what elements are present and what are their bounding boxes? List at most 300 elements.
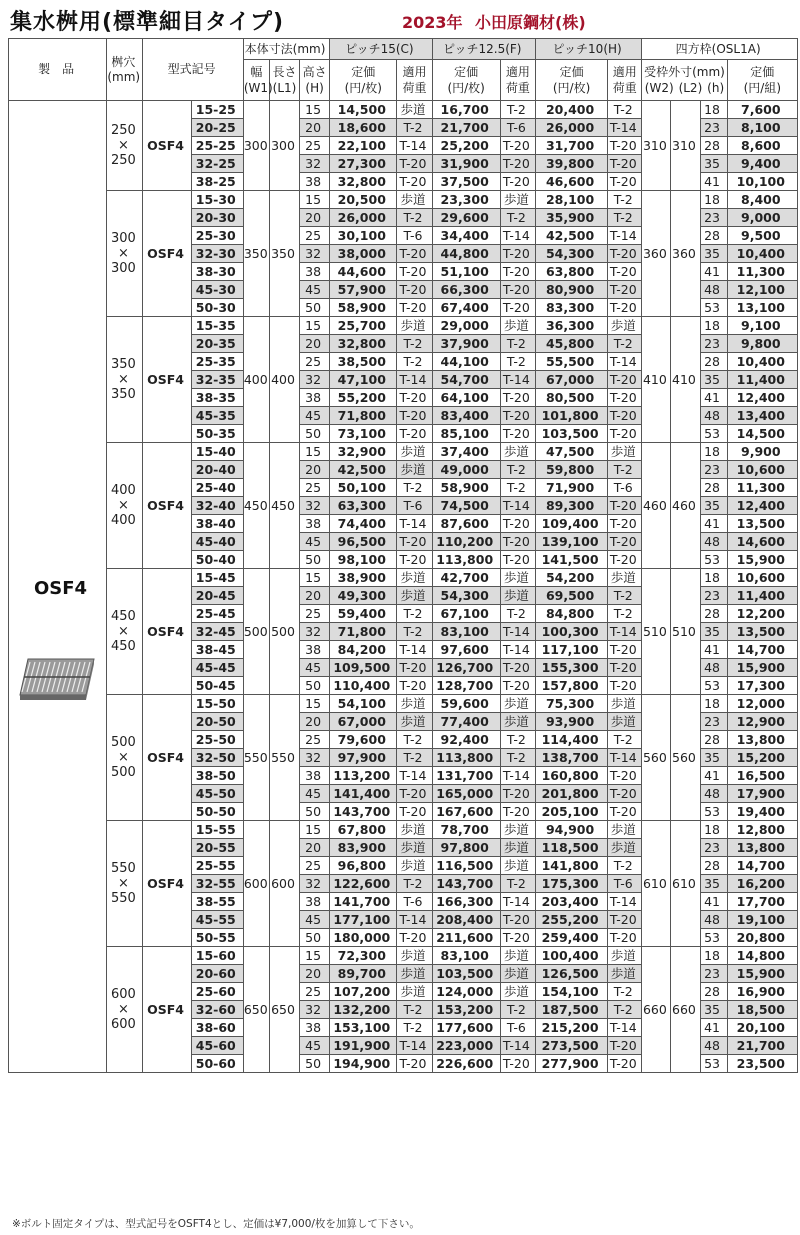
load-pitch15: T-2 bbox=[397, 209, 432, 227]
load-pitch15: T-20 bbox=[397, 1055, 432, 1073]
load-pitch15: T-2 bbox=[397, 353, 432, 371]
frame-h: 35 bbox=[700, 245, 727, 263]
model-code: 25-50 bbox=[191, 731, 243, 749]
frame-price: 12,400 bbox=[727, 497, 797, 515]
load-pitch125: T-20 bbox=[500, 515, 535, 533]
load-pitch15: T-2 bbox=[397, 479, 432, 497]
height-h: 50 bbox=[300, 929, 330, 947]
load-pitch125: 歩道 bbox=[500, 965, 535, 983]
width-w1: 350 bbox=[243, 191, 269, 317]
col-l1: 長さ (L1) bbox=[269, 60, 299, 101]
load-pitch125: T-20 bbox=[500, 407, 535, 425]
table-row bbox=[9, 947, 798, 965]
frame-h: 28 bbox=[700, 605, 727, 623]
model-code: 25-55 bbox=[191, 857, 243, 875]
height-h: 50 bbox=[300, 551, 330, 569]
price-pitch125: 16,700 bbox=[432, 101, 500, 119]
frame-h: 53 bbox=[700, 425, 727, 443]
load-pitch10: T-2 bbox=[608, 857, 642, 875]
load-pitch10: T-20 bbox=[608, 389, 642, 407]
model-code: 38-25 bbox=[191, 173, 243, 191]
model-code: 32-40 bbox=[191, 497, 243, 515]
price-pitch10: 138,700 bbox=[535, 749, 607, 767]
price-pitch10: 203,400 bbox=[535, 893, 607, 911]
frame-w2: 510 bbox=[642, 569, 671, 695]
frame-h: 53 bbox=[700, 551, 727, 569]
price-pitch15: 113,200 bbox=[330, 767, 397, 785]
price-pitch15: 71,800 bbox=[330, 407, 397, 425]
load-pitch15: T-20 bbox=[397, 929, 432, 947]
price-pitch125: 124,000 bbox=[432, 983, 500, 1001]
frame-h: 41 bbox=[700, 641, 727, 659]
height-h: 20 bbox=[300, 839, 330, 857]
price-pitch15: 107,200 bbox=[330, 983, 397, 1001]
frame-l2: 460 bbox=[671, 443, 700, 569]
frame-price: 12,100 bbox=[727, 281, 797, 299]
frame-price: 9,800 bbox=[727, 335, 797, 353]
price-pitch10: 63,800 bbox=[535, 263, 607, 281]
length-l1: 650 bbox=[269, 947, 299, 1073]
frame-l2: 410 bbox=[671, 317, 700, 443]
price-year: 2023年 bbox=[402, 13, 463, 32]
load-pitch10: T-6 bbox=[608, 479, 642, 497]
load-pitch10: 歩道 bbox=[608, 713, 642, 731]
load-pitch10: T-20 bbox=[608, 497, 642, 515]
load-pitch125: 歩道 bbox=[500, 947, 535, 965]
model-code: 25-60 bbox=[191, 983, 243, 1001]
price-pitch15: 177,100 bbox=[330, 911, 397, 929]
hole-size: 350 × 350 bbox=[107, 317, 143, 443]
price-pitch10: 75,300 bbox=[535, 695, 607, 713]
price-pitch10: 42,500 bbox=[535, 227, 607, 245]
load-pitch125: T-20 bbox=[500, 929, 535, 947]
load-pitch125: T-20 bbox=[500, 425, 535, 443]
frame-h: 23 bbox=[700, 335, 727, 353]
load-pitch15: T-6 bbox=[397, 893, 432, 911]
price-pitch15: 47,100 bbox=[330, 371, 397, 389]
load-pitch125: T-2 bbox=[500, 479, 535, 497]
price-pitch125: 165,000 bbox=[432, 785, 500, 803]
height-h: 32 bbox=[300, 749, 330, 767]
load-pitch10: 歩道 bbox=[608, 839, 642, 857]
load-pitch15: T-6 bbox=[397, 227, 432, 245]
frame-price: 10,400 bbox=[727, 245, 797, 263]
model-name: OSF4 bbox=[143, 317, 191, 443]
price-pitch15: 57,900 bbox=[330, 281, 397, 299]
frame-w2: 460 bbox=[642, 443, 671, 569]
price-pitch10: 175,300 bbox=[535, 875, 607, 893]
frame-price: 8,100 bbox=[727, 119, 797, 137]
header-row-1 bbox=[9, 39, 798, 60]
frame-h: 18 bbox=[700, 191, 727, 209]
price-pitch125: 29,600 bbox=[432, 209, 500, 227]
price-pitch15: 96,500 bbox=[330, 533, 397, 551]
price-pitch125: 83,100 bbox=[432, 947, 500, 965]
load-pitch15: T-20 bbox=[397, 389, 432, 407]
load-pitch10: T-20 bbox=[608, 551, 642, 569]
load-pitch10: 歩道 bbox=[608, 317, 642, 335]
price-pitch125: 77,400 bbox=[432, 713, 500, 731]
height-h: 50 bbox=[300, 677, 330, 695]
table-row bbox=[9, 569, 798, 587]
model-code: 25-45 bbox=[191, 605, 243, 623]
height-h: 15 bbox=[300, 317, 330, 335]
price-pitch125: 97,600 bbox=[432, 641, 500, 659]
frame-w2: 360 bbox=[642, 191, 671, 317]
price-pitch125: 131,700 bbox=[432, 767, 500, 785]
price-pitch15: 26,000 bbox=[330, 209, 397, 227]
price-pitch125: 211,600 bbox=[432, 929, 500, 947]
price-pitch15: 110,400 bbox=[330, 677, 397, 695]
frame-price: 12,000 bbox=[727, 695, 797, 713]
height-h: 50 bbox=[300, 1055, 330, 1073]
model-code: 32-55 bbox=[191, 875, 243, 893]
price-pitch10: 71,900 bbox=[535, 479, 607, 497]
load-pitch125: 歩道 bbox=[500, 839, 535, 857]
frame-price: 12,400 bbox=[727, 389, 797, 407]
frame-l2: 660 bbox=[671, 947, 700, 1073]
load-pitch125: T-20 bbox=[500, 533, 535, 551]
col-load-125: 適用 荷重 bbox=[500, 60, 535, 101]
load-pitch15: T-14 bbox=[397, 767, 432, 785]
height-h: 25 bbox=[300, 857, 330, 875]
model-code: 45-30 bbox=[191, 281, 243, 299]
frame-price: 13,500 bbox=[727, 515, 797, 533]
load-pitch125: T-14 bbox=[500, 767, 535, 785]
load-pitch10: T-20 bbox=[608, 641, 642, 659]
model-code: 20-60 bbox=[191, 965, 243, 983]
height-h: 38 bbox=[300, 767, 330, 785]
load-pitch125: T-2 bbox=[500, 1001, 535, 1019]
price-pitch15: 58,900 bbox=[330, 299, 397, 317]
model-code: 20-30 bbox=[191, 209, 243, 227]
price-pitch10: 255,200 bbox=[535, 911, 607, 929]
price-pitch125: 177,600 bbox=[432, 1019, 500, 1037]
price-pitch10: 39,800 bbox=[535, 155, 607, 173]
price-pitch10: 201,800 bbox=[535, 785, 607, 803]
frame-l2: 510 bbox=[671, 569, 700, 695]
price-pitch10: 155,300 bbox=[535, 659, 607, 677]
col-frame-price: 定価 (円/組) bbox=[727, 60, 797, 101]
load-pitch125: T-2 bbox=[500, 605, 535, 623]
load-pitch10: T-2 bbox=[608, 605, 642, 623]
model-code: 20-35 bbox=[191, 335, 243, 353]
price-pitch125: 113,800 bbox=[432, 551, 500, 569]
height-h: 50 bbox=[300, 425, 330, 443]
price-pitch15: 98,100 bbox=[330, 551, 397, 569]
height-h: 15 bbox=[300, 947, 330, 965]
load-pitch125: T-20 bbox=[500, 389, 535, 407]
frame-h: 35 bbox=[700, 371, 727, 389]
frame-price: 15,900 bbox=[727, 965, 797, 983]
frame-price: 7,600 bbox=[727, 101, 797, 119]
price-pitch15: 32,900 bbox=[330, 443, 397, 461]
height-h: 32 bbox=[300, 371, 330, 389]
load-pitch10: T-20 bbox=[608, 1055, 642, 1073]
price-pitch10: 46,600 bbox=[535, 173, 607, 191]
frame-price: 13,800 bbox=[727, 731, 797, 749]
height-h: 25 bbox=[300, 983, 330, 1001]
frame-price: 13,400 bbox=[727, 407, 797, 425]
table-row bbox=[9, 443, 798, 461]
company-name: 小田原鋼材(株) bbox=[475, 13, 586, 32]
price-pitch15: 67,000 bbox=[330, 713, 397, 731]
model-name: OSF4 bbox=[143, 821, 191, 947]
price-pitch125: 208,400 bbox=[432, 911, 500, 929]
load-pitch125: T-20 bbox=[500, 245, 535, 263]
hole-size: 250 × 250 bbox=[107, 101, 143, 191]
model-code: 20-50 bbox=[191, 713, 243, 731]
height-h: 32 bbox=[300, 1001, 330, 1019]
frame-price: 14,700 bbox=[727, 857, 797, 875]
frame-price: 19,100 bbox=[727, 911, 797, 929]
load-pitch15: T-2 bbox=[397, 1019, 432, 1037]
load-pitch15: T-20 bbox=[397, 263, 432, 281]
price-pitch10: 139,100 bbox=[535, 533, 607, 551]
frame-price: 14,700 bbox=[727, 641, 797, 659]
load-pitch125: T-2 bbox=[500, 353, 535, 371]
frame-h: 35 bbox=[700, 623, 727, 641]
frame-price: 10,100 bbox=[727, 173, 797, 191]
frame-price: 16,500 bbox=[727, 767, 797, 785]
load-pitch15: T-20 bbox=[397, 533, 432, 551]
price-pitch125: 83,400 bbox=[432, 407, 500, 425]
frame-h: 18 bbox=[700, 101, 727, 119]
frame-price: 19,400 bbox=[727, 803, 797, 821]
price-pitch125: 67,400 bbox=[432, 299, 500, 317]
frame-l2: 310 bbox=[671, 101, 700, 191]
price-pitch15: 32,800 bbox=[330, 173, 397, 191]
price-pitch15: 141,400 bbox=[330, 785, 397, 803]
price-pitch125: 74,500 bbox=[432, 497, 500, 515]
model-code: 32-35 bbox=[191, 371, 243, 389]
price-pitch10: 215,200 bbox=[535, 1019, 607, 1037]
frame-price: 20,800 bbox=[727, 929, 797, 947]
col-load-10: 適用 荷重 bbox=[608, 60, 642, 101]
model-code: 15-30 bbox=[191, 191, 243, 209]
col-product: 製 品 bbox=[9, 39, 107, 101]
price-pitch15: 50,100 bbox=[330, 479, 397, 497]
load-pitch125: T-20 bbox=[500, 155, 535, 173]
price-pitch10: 54,200 bbox=[535, 569, 607, 587]
price-pitch125: 128,700 bbox=[432, 677, 500, 695]
frame-h: 41 bbox=[700, 173, 727, 191]
col-price-125: 定価 (円/枚) bbox=[432, 60, 500, 101]
price-pitch15: 194,900 bbox=[330, 1055, 397, 1073]
load-pitch15: T-20 bbox=[397, 659, 432, 677]
price-pitch10: 31,700 bbox=[535, 137, 607, 155]
load-pitch15: T-2 bbox=[397, 875, 432, 893]
load-pitch10: T-20 bbox=[608, 785, 642, 803]
page-title: 集水桝用(標準細目タイプ) bbox=[10, 10, 285, 35]
model-code: 38-40 bbox=[191, 515, 243, 533]
price-pitch15: 18,600 bbox=[330, 119, 397, 137]
load-pitch15: T-2 bbox=[397, 731, 432, 749]
price-pitch125: 116,500 bbox=[432, 857, 500, 875]
height-h: 25 bbox=[300, 479, 330, 497]
load-pitch125: T-20 bbox=[500, 299, 535, 317]
model-code: 32-25 bbox=[191, 155, 243, 173]
load-pitch10: T-14 bbox=[608, 623, 642, 641]
load-pitch15: 歩道 bbox=[397, 443, 432, 461]
price-pitch10: 259,400 bbox=[535, 929, 607, 947]
model-code: 15-55 bbox=[191, 821, 243, 839]
frame-h: 53 bbox=[700, 1055, 727, 1073]
load-pitch15: 歩道 bbox=[397, 587, 432, 605]
load-pitch15: T-20 bbox=[397, 245, 432, 263]
load-pitch10: 歩道 bbox=[608, 947, 642, 965]
load-pitch10: T-20 bbox=[608, 245, 642, 263]
price-pitch15: 109,500 bbox=[330, 659, 397, 677]
frame-price: 15,200 bbox=[727, 749, 797, 767]
frame-price: 8,400 bbox=[727, 191, 797, 209]
price-pitch10: 205,100 bbox=[535, 803, 607, 821]
frame-h: 18 bbox=[700, 443, 727, 461]
price-pitch10: 154,100 bbox=[535, 983, 607, 1001]
load-pitch10: T-2 bbox=[608, 1001, 642, 1019]
width-w1: 300 bbox=[243, 101, 269, 191]
height-h: 38 bbox=[300, 893, 330, 911]
load-pitch15: 歩道 bbox=[397, 695, 432, 713]
price-pitch10: 80,900 bbox=[535, 281, 607, 299]
length-l1: 600 bbox=[269, 821, 299, 947]
height-h: 32 bbox=[300, 497, 330, 515]
price-pitch125: 85,100 bbox=[432, 425, 500, 443]
height-h: 25 bbox=[300, 605, 330, 623]
price-pitch10: 187,500 bbox=[535, 1001, 607, 1019]
load-pitch10: T-14 bbox=[608, 1019, 642, 1037]
height-h: 38 bbox=[300, 641, 330, 659]
table-row bbox=[9, 821, 798, 839]
load-pitch10: T-20 bbox=[608, 911, 642, 929]
model-code: 20-40 bbox=[191, 461, 243, 479]
price-pitch10: 26,000 bbox=[535, 119, 607, 137]
load-pitch15: T-2 bbox=[397, 1001, 432, 1019]
width-w1: 450 bbox=[243, 443, 269, 569]
frame-price: 9,100 bbox=[727, 317, 797, 335]
price-table bbox=[8, 38, 798, 1073]
price-pitch125: 66,300 bbox=[432, 281, 500, 299]
price-pitch125: 78,700 bbox=[432, 821, 500, 839]
price-pitch125: 126,700 bbox=[432, 659, 500, 677]
height-h: 15 bbox=[300, 695, 330, 713]
height-h: 32 bbox=[300, 875, 330, 893]
price-pitch15: 141,700 bbox=[330, 893, 397, 911]
load-pitch10: T-20 bbox=[608, 137, 642, 155]
frame-h: 35 bbox=[700, 497, 727, 515]
frame-price: 9,400 bbox=[727, 155, 797, 173]
height-h: 15 bbox=[300, 191, 330, 209]
load-pitch10: 歩道 bbox=[608, 821, 642, 839]
model-code: 50-50 bbox=[191, 803, 243, 821]
page-header bbox=[0, 0, 800, 38]
load-pitch10: T-2 bbox=[608, 335, 642, 353]
price-pitch10: 117,100 bbox=[535, 641, 607, 659]
width-w1: 650 bbox=[243, 947, 269, 1073]
load-pitch125: T-20 bbox=[500, 803, 535, 821]
model-code: 32-30 bbox=[191, 245, 243, 263]
model-code: 38-50 bbox=[191, 767, 243, 785]
length-l1: 400 bbox=[269, 317, 299, 443]
model-name: OSF4 bbox=[143, 101, 191, 191]
frame-h: 23 bbox=[700, 119, 727, 137]
price-pitch15: 74,400 bbox=[330, 515, 397, 533]
load-pitch15: 歩道 bbox=[397, 569, 432, 587]
length-l1: 450 bbox=[269, 443, 299, 569]
model-code: 38-35 bbox=[191, 389, 243, 407]
load-pitch125: 歩道 bbox=[500, 569, 535, 587]
model-code: 20-45 bbox=[191, 587, 243, 605]
load-pitch10: T-2 bbox=[608, 461, 642, 479]
model-name: OSF4 bbox=[143, 191, 191, 317]
height-h: 32 bbox=[300, 155, 330, 173]
load-pitch10: T-20 bbox=[608, 407, 642, 425]
price-pitch125: 25,200 bbox=[432, 137, 500, 155]
frame-price: 16,200 bbox=[727, 875, 797, 893]
frame-h: 28 bbox=[700, 353, 727, 371]
model-code: 15-25 bbox=[191, 101, 243, 119]
price-pitch10: 141,500 bbox=[535, 551, 607, 569]
length-l1: 300 bbox=[269, 101, 299, 191]
model-code: 20-25 bbox=[191, 119, 243, 137]
price-pitch125: 223,000 bbox=[432, 1037, 500, 1055]
height-h: 25 bbox=[300, 137, 330, 155]
frame-h: 53 bbox=[700, 929, 727, 947]
frame-h: 48 bbox=[700, 911, 727, 929]
model-code: 20-55 bbox=[191, 839, 243, 857]
load-pitch15: T-20 bbox=[397, 803, 432, 821]
price-pitch125: 143,700 bbox=[432, 875, 500, 893]
load-pitch125: 歩道 bbox=[500, 191, 535, 209]
frame-price: 12,900 bbox=[727, 713, 797, 731]
frame-price: 13,100 bbox=[727, 299, 797, 317]
height-h: 15 bbox=[300, 443, 330, 461]
model-code: 32-45 bbox=[191, 623, 243, 641]
model-code: 50-55 bbox=[191, 929, 243, 947]
hole-size: 600 × 600 bbox=[107, 947, 143, 1073]
height-h: 45 bbox=[300, 407, 330, 425]
price-pitch10: 20,400 bbox=[535, 101, 607, 119]
height-h: 15 bbox=[300, 101, 330, 119]
frame-price: 11,300 bbox=[727, 263, 797, 281]
table-row bbox=[9, 191, 798, 209]
frame-h: 28 bbox=[700, 479, 727, 497]
price-pitch15: 96,800 bbox=[330, 857, 397, 875]
height-h: 38 bbox=[300, 1019, 330, 1037]
frame-h: 41 bbox=[700, 389, 727, 407]
load-pitch15: 歩道 bbox=[397, 191, 432, 209]
frame-price: 13,500 bbox=[727, 623, 797, 641]
load-pitch10: T-20 bbox=[608, 263, 642, 281]
load-pitch15: T-20 bbox=[397, 425, 432, 443]
frame-h: 23 bbox=[700, 713, 727, 731]
col-w1: 幅 (W1) bbox=[243, 60, 269, 101]
frame-h: 48 bbox=[700, 785, 727, 803]
frame-h: 18 bbox=[700, 569, 727, 587]
frame-price: 13,800 bbox=[727, 839, 797, 857]
price-pitch15: 63,300 bbox=[330, 497, 397, 515]
model-code: 45-45 bbox=[191, 659, 243, 677]
frame-price: 17,900 bbox=[727, 785, 797, 803]
load-pitch125: 歩道 bbox=[500, 713, 535, 731]
height-h: 38 bbox=[300, 389, 330, 407]
footnote: ※ボルト固定タイプは、型式記号をOSFT4とし、定価は¥7,000/枚を加算して下さい。 bbox=[12, 1218, 420, 1230]
frame-w2: 610 bbox=[642, 821, 671, 947]
price-pitch125: 97,800 bbox=[432, 839, 500, 857]
height-h: 50 bbox=[300, 299, 330, 317]
price-pitch15: 22,100 bbox=[330, 137, 397, 155]
load-pitch125: T-20 bbox=[500, 263, 535, 281]
